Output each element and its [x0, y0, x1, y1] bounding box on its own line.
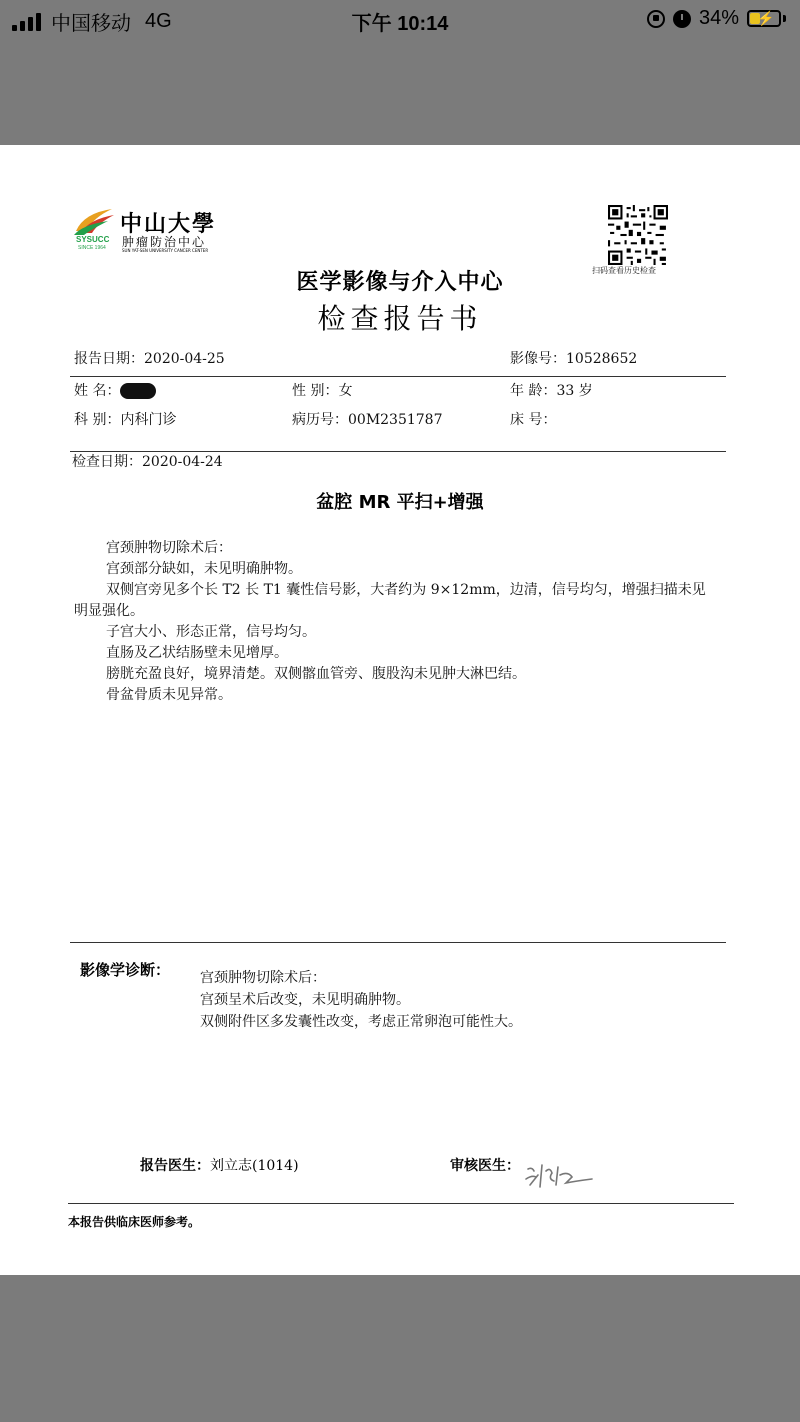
department: 科 别：内科门诊	[74, 412, 177, 428]
finding-line: 宫颈肿物切除术后：	[106, 540, 232, 556]
status-bar	[0, 0, 800, 40]
finding-line: 骨盆骨质未见异常。	[106, 687, 232, 703]
carrier-name: 中国移动	[51, 13, 131, 35]
diagnosis-divider	[70, 942, 726, 943]
record-number: 病历号：00M2351787	[292, 412, 443, 428]
report-document[interactable]	[0, 145, 800, 1275]
hospital-logo	[72, 205, 222, 255]
finding-line: 双侧宫旁见多个长 T2 长 T1 囊性信号影，大者约为 9×12mm，边清，信号均匀，增强扫描未见明显强化。	[74, 582, 706, 619]
clock: 下午 10:14	[351, 13, 449, 35]
logo-dept-cn: 肿瘤防治中心	[122, 235, 207, 249]
exam-title: 盆腔 MR 平扫+增强	[316, 492, 484, 513]
patient-sex: 性 别：女	[292, 383, 353, 399]
alarm-icon	[673, 10, 691, 28]
diagnosis-line: 宫颈呈术后改变，未见明确肿物。	[200, 992, 410, 1008]
footer-divider	[68, 1203, 734, 1204]
reviewing-doctor-label: 审核医生：	[450, 1158, 520, 1174]
finding-line: 膀胱充盈良好，境界清楚。双侧髂血管旁、腹股沟未见肿大淋巴结。	[106, 666, 526, 682]
battery-icon: ⚡	[747, 10, 781, 27]
header-divider	[70, 376, 726, 377]
finding-line: 子宫大小、形态正常，信号均匀。	[106, 624, 316, 640]
diagnosis-line: 双侧附件区多发囊性改变，考虑正常卵泡可能性大。	[200, 1014, 522, 1030]
logo-name-cn: 中山大學	[120, 211, 217, 237]
diagnosis-section	[200, 967, 522, 1033]
diagnosis-label: 影像学诊断：	[80, 961, 171, 979]
logo-abbr: SYSUCC	[76, 235, 110, 244]
finding-line: 宫颈部分缺如，未见明确肿物。	[106, 561, 302, 577]
footer-note: 本报告供临床医师参考。	[68, 1215, 201, 1229]
battery-percent: 34%	[698, 7, 739, 29]
redacted-name	[120, 383, 156, 399]
qr-code-icon[interactable]	[608, 205, 668, 265]
logo-name-en: SUN YAT-SEN UNIVERSITY CANCER CENTER	[122, 248, 209, 253]
rotation-lock-icon	[647, 10, 665, 28]
qr-caption: 扫码查看历史检查	[592, 266, 656, 275]
report-date: 报告日期：2020-04-25	[74, 351, 225, 367]
doctor-signature	[522, 1157, 596, 1193]
patient-name-field	[74, 380, 156, 400]
center-name: 医学影像与介入中心	[296, 270, 504, 295]
report-title: 检查报告书	[317, 302, 483, 335]
reporting-doctor	[140, 1155, 299, 1175]
network-type: 4G	[145, 10, 172, 32]
findings-section	[74, 538, 714, 706]
finding-line: 直肠及乙状结肠壁未见增厚。	[106, 645, 288, 661]
patient-name-label: 姓 名：	[74, 383, 121, 399]
patient-age: 年 龄：33 岁	[510, 383, 593, 399]
reporting-doctor-name: 刘立志(1014)	[210, 1158, 299, 1174]
reporting-doctor-label: 报告医生：	[140, 1158, 210, 1174]
exam-date: 检查日期：2020-04-24	[72, 454, 223, 470]
image-number: 影像号：10528652	[510, 351, 638, 367]
bed-number: 床 号：	[510, 412, 557, 428]
logo-emblem-icon	[72, 205, 118, 237]
diagnosis-line: 宫颈肿物切除术后：	[200, 970, 326, 986]
logo-since: SINCE 1964	[78, 245, 106, 251]
